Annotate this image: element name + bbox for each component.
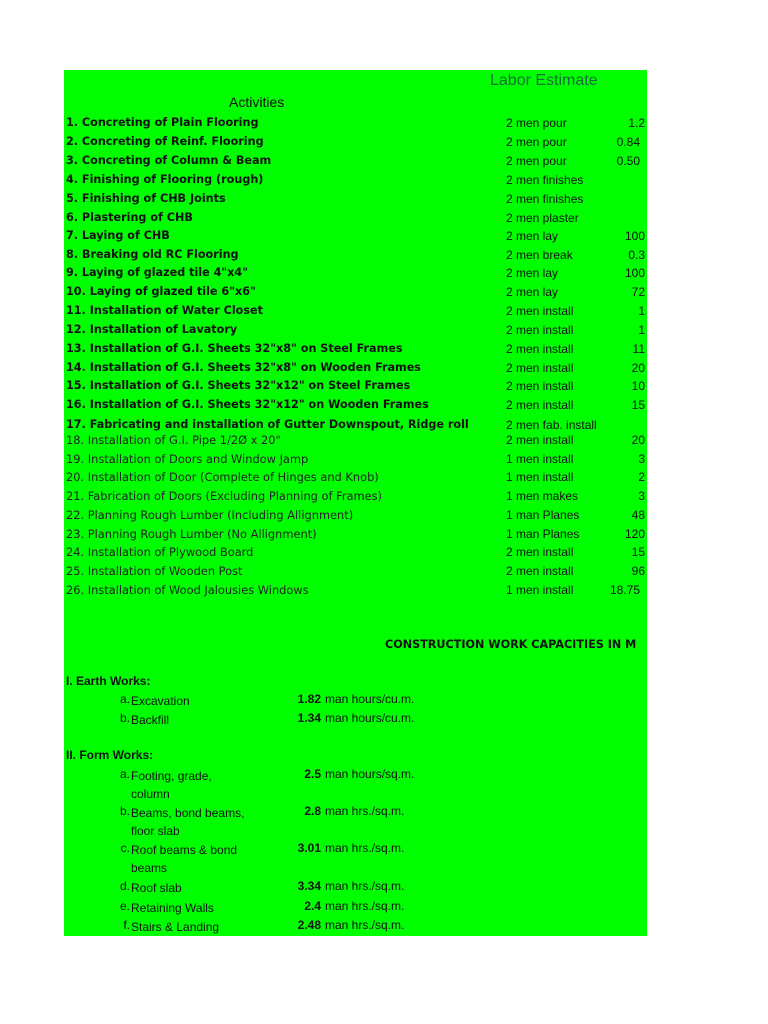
activity-crew: 2 men finishes (506, 173, 584, 187)
activity-row (64, 321, 647, 340)
activity-row (64, 581, 647, 600)
activity-name: 10. Laying of glazed tile 6"x6" (66, 285, 256, 298)
activity-value: 11 (632, 342, 645, 356)
activity-value: 120 (624, 527, 645, 541)
activity-name: 16. Installation of G.I. Sheets 32"x12" on Wooden Frames (66, 398, 429, 411)
activity-crew: 2 men fab. install (506, 418, 597, 432)
activity-name: 13. Installation of G.I. Sheets 32"x8" on Steel Frames (66, 342, 403, 355)
activity-value: 1 (638, 304, 645, 318)
activity-row (64, 468, 647, 487)
activity-value: 10 (631, 379, 645, 393)
activity-row (64, 506, 647, 525)
activity-name: 11. Installation of Water Closet (66, 304, 263, 317)
capacity-item-unit: man hrs./sq.m. (325, 918, 405, 932)
activity-crew: 2 men install (506, 545, 574, 559)
activity-row (64, 209, 647, 228)
activity-name: 23. Planning Rough Lumber (No Allignment) (66, 527, 317, 541)
capacity-item-letter: b. (119, 804, 130, 818)
activity-crew: 2 men install (506, 433, 574, 447)
capacity-item-line: Beams, bond beams, (131, 806, 245, 820)
capacity-item-letter: c. (120, 841, 130, 855)
capacity-item-line: Retaining Walls (131, 901, 214, 915)
activity-row (64, 525, 647, 544)
activity-value: 96 (631, 564, 645, 578)
activity-name: 14. Installation of G.I. Sheets 32"x8" on Wooden Frames (66, 361, 421, 374)
activity-name: 22. Planning Rough Lumber (Including Allignment) (66, 508, 354, 522)
capacity-item-line: floor slab (131, 824, 180, 838)
activity-name: 19. Installation of Doors and Window Jamp (66, 452, 309, 466)
activity-row (64, 396, 647, 415)
activity-crew: 1 men install (506, 470, 574, 484)
capacity-item-letter: a. (119, 692, 130, 706)
activity-row (64, 190, 647, 209)
capacity-item-value: 3.34 (297, 879, 321, 893)
activity-name: 9. Laying of glazed tile 4"x4" (66, 266, 249, 279)
activity-value: 20 (631, 361, 645, 375)
activity-row (64, 264, 647, 283)
activity-crew: 2 men lay (506, 266, 559, 280)
spreadsheet-sheet (64, 70, 647, 936)
capacity-item-unit: man hrs./sq.m. (325, 899, 405, 913)
activity-name: 15. Installation of G.I. Sheets 32"x12" on Steel Frames (66, 379, 411, 392)
activity-crew: 2 men lay (506, 285, 559, 299)
activity-name: 24. Installation of Plywood Board (66, 545, 254, 559)
activity-row (64, 487, 647, 506)
activity-crew: 1 man Planes (506, 508, 580, 522)
capacity-item-line: Footing, grade, (131, 769, 212, 783)
activity-name: 18. Installation of G.I. Pipe 1/2Ø x 20" (66, 433, 281, 447)
capacity-item-value: 3.01 (297, 841, 321, 855)
capacity-item-line: beams (131, 861, 168, 875)
capacity-item-letter: e. (119, 899, 130, 913)
capacity-item-value: 1.82 (297, 692, 321, 706)
activity-row (64, 543, 647, 562)
capacity-item-description (131, 918, 219, 936)
capacity-item-letter: f. (123, 918, 130, 932)
activity-row (64, 227, 647, 246)
activity-row (64, 377, 647, 396)
activity-crew: 2 men install (506, 398, 574, 412)
activity-name: 1. Concreting of Plain Flooring (66, 116, 259, 129)
activity-value: 20 (631, 433, 645, 447)
capacity-item-unit: man hrs./sq.m. (325, 804, 405, 818)
activity-value: 3 (638, 452, 645, 466)
activity-name: 21. Fabrication of Doors (Excluding Planning of Frames) (66, 489, 382, 503)
activity-row (64, 359, 647, 378)
capacity-item-letter: a. (119, 767, 130, 781)
activity-name: 26. Installation of Wood Jalousies Windows (66, 583, 309, 597)
activity-name: 17. Fabricating and installation of Gutter Downspout, Ridge roll (66, 418, 469, 431)
activity-row (64, 340, 647, 359)
activity-value: 2 (638, 470, 645, 484)
activity-value: 48 (631, 508, 645, 522)
capacity-item-unit: man hrs./sq.m. (325, 879, 405, 893)
activity-crew: 2 men install (506, 564, 574, 578)
activity-name: 6. Plastering of CHB (66, 211, 193, 224)
capacity-item-description (131, 899, 214, 917)
activity-value: 15 (631, 398, 645, 412)
capacity-item-description (131, 711, 169, 729)
capacity-item-value: 1.34 (297, 711, 321, 725)
capacity-item-letter: b. (119, 711, 130, 725)
activity-value: 3 (638, 489, 645, 503)
activity-value: 72 (631, 285, 645, 299)
activity-row (64, 562, 647, 581)
activity-crew: 2 men install (506, 379, 574, 393)
activity-crew: 2 men pour (506, 116, 567, 130)
capacity-item-unit: man hours/cu.m. (325, 692, 415, 706)
capacity-item-line: Stairs & Landing (131, 920, 220, 934)
activity-name: 4. Finishing of Flooring (rough) (66, 173, 264, 186)
activity-name: 25. Installation of Wooden Post (66, 564, 243, 578)
activity-crew: 2 men pour (506, 154, 567, 168)
activity-crew: 2 men install (506, 323, 574, 337)
activity-value: 0.84 (616, 135, 640, 149)
activity-name: 8. Breaking old RC Flooring (66, 248, 239, 261)
capacities-heading: CONSTRUCTION WORK CAPACITIES IN M (385, 638, 637, 651)
activity-row (64, 302, 647, 321)
capacity-item-line: column (131, 787, 170, 801)
activity-name: 20. Installation of Door (Complete of Hinges and Knob) (66, 470, 379, 484)
activities-heading: Activities (229, 94, 285, 110)
activity-name: 12. Installation of Lavatory (66, 323, 238, 336)
capacity-item-description (131, 804, 244, 840)
capacity-item-line: Backfill (131, 713, 170, 727)
activity-row (64, 114, 647, 133)
capacity-item-unit: man hours/cu.m. (325, 711, 415, 725)
capacity-item-line: Excavation (131, 694, 190, 708)
activity-row (64, 246, 647, 265)
activity-value: 1 (638, 323, 645, 337)
activity-value: 18.75 (609, 583, 640, 597)
capacity-item-value: 2.5 (304, 767, 321, 781)
activity-crew: 2 men break (506, 248, 573, 262)
activity-row (64, 133, 647, 152)
capacity-item-letter: d. (119, 879, 130, 893)
activity-crew: 2 men install (506, 304, 574, 318)
activity-value: 0.50 (616, 154, 640, 168)
activity-row (64, 431, 647, 450)
activity-crew: 2 men finishes (506, 192, 584, 206)
activity-name: 3. Concreting of Column & Beam (66, 154, 272, 167)
activity-crew: 1 man Planes (506, 527, 580, 541)
capacity-item-line: Roof slab (131, 881, 182, 895)
activity-crew: 2 men pour (506, 135, 567, 149)
capacity-item-description (131, 841, 237, 877)
activity-crew: 1 men install (506, 452, 574, 466)
capacity-item-description (131, 767, 212, 803)
capacity-item-unit: man hours/sq.m. (325, 767, 415, 781)
activity-crew: 2 men lay (506, 229, 559, 243)
capacity-item-unit: man hrs./sq.m. (325, 841, 405, 855)
activity-row (64, 450, 647, 469)
activity-value: 15 (631, 545, 645, 559)
capacity-item-value: 2.4 (304, 899, 321, 913)
activity-row (64, 171, 647, 190)
capacity-item-value: 2.8 (304, 804, 321, 818)
activity-value: 100 (624, 229, 645, 243)
activity-name: 2. Concreting of Reinf. Flooring (66, 135, 264, 148)
capacity-item-line: Roof beams & bond (131, 843, 238, 857)
labor-estimate-title: Labor Estimate (490, 72, 598, 89)
capacity-item-description (131, 879, 182, 897)
earth-works-title: I. Earth Works: (66, 674, 151, 688)
activity-value: 1.2 (628, 116, 645, 130)
capacity-item-value: 2.48 (297, 918, 321, 932)
form-works-title: II. Form Works: (66, 748, 154, 762)
activity-value: 100 (624, 266, 645, 280)
activity-row (64, 283, 647, 302)
activity-crew: 2 men plaster (506, 211, 579, 225)
activity-value: 0.3 (628, 248, 645, 262)
activity-crew: 2 men install (506, 361, 574, 375)
capacity-item-description (131, 692, 190, 710)
activity-crew: 2 men install (506, 342, 574, 356)
activity-name: 7. Laying of CHB (66, 229, 170, 242)
activity-row (64, 152, 647, 171)
activity-crew: 1 men install (506, 583, 574, 597)
activity-name: 5. Finishing of CHB Joints (66, 192, 226, 205)
activity-crew: 1 men makes (506, 489, 579, 503)
